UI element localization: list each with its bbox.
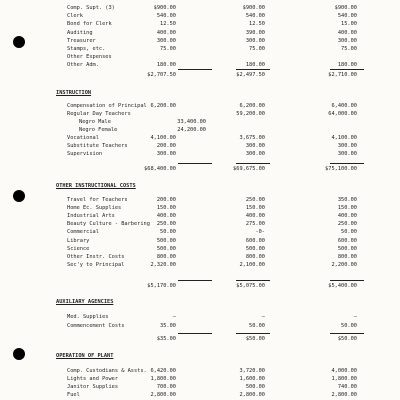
amount-col-3: 50.00	[341, 322, 357, 329]
amount-col-1: $900.00	[153, 5, 176, 11]
row-label: Science	[67, 245, 90, 252]
total-col-3: $75,100.00	[325, 166, 357, 172]
amount-col-1: 4,100.00	[150, 135, 176, 141]
amount-col-2: 1,600.00	[239, 376, 265, 382]
amount-col-2: 300.00	[245, 151, 265, 157]
amount-col-3: 800.00	[337, 253, 357, 260]
total-col-2: $2,497.50	[236, 72, 265, 78]
amount-col-2: 600.00	[245, 237, 265, 244]
amount-col-1: 150.00	[156, 205, 176, 212]
row-label: Comp. Supt. (3)	[67, 5, 115, 11]
amount-col-2: 6,200.00	[239, 103, 265, 109]
row-label: Fuel	[67, 392, 80, 398]
amount-col-1: 400.00	[156, 29, 176, 36]
subitem-amount: 24,200.00	[177, 127, 206, 133]
punch-hole	[13, 190, 25, 202]
punch-hole	[13, 36, 25, 48]
row-label: Commercial	[67, 229, 99, 236]
total-rule	[236, 163, 270, 164]
total-rule	[178, 280, 212, 281]
row-label: Negro Male	[79, 119, 111, 125]
punch-hole	[13, 348, 25, 360]
total-col-3: $2,710.00	[328, 72, 357, 78]
amount-col-3: 15.00	[341, 21, 357, 28]
row-label: Industrial Arts	[67, 213, 115, 220]
amount-col-1: 2,320.00	[150, 261, 176, 268]
amount-col-1: 6,200.00	[150, 103, 176, 109]
row-label: Travel for Teachers	[67, 197, 128, 203]
row-label: Library	[67, 237, 90, 244]
amount-col-3: 250.00	[337, 221, 357, 228]
total-rule	[178, 333, 212, 334]
amount-col-3: —	[353, 314, 357, 320]
amount-col-3: 300.00	[337, 151, 357, 157]
total-col-3: $50.00	[337, 336, 357, 342]
section-heading: AUXILIARY AGENCIES	[56, 299, 114, 305]
amount-col-1: 180.00	[156, 62, 176, 69]
amount-col-2: —	[261, 314, 265, 320]
amount-col-1: 75.00	[160, 46, 176, 52]
total-rule	[236, 69, 270, 70]
row-label: Regular Day Teachers	[67, 111, 131, 117]
amount-col-3: 300.00	[337, 37, 357, 44]
total-col-1: $35.00	[156, 336, 176, 342]
total-rule	[236, 280, 270, 281]
total-col-2: $50.00	[245, 336, 265, 342]
amount-col-2: 300.00	[245, 143, 265, 149]
amount-col-1: 300.00	[156, 37, 176, 44]
total-rule	[330, 163, 364, 164]
amount-col-2: $900.00	[242, 5, 265, 11]
total-col-3: $5,400.00	[328, 283, 357, 289]
amount-col-3: 150.00	[337, 205, 357, 212]
row-label: Commencement Costs	[67, 322, 125, 329]
row-label: Med. Supplies	[67, 314, 109, 320]
amount-col-3: 4,100.00	[331, 135, 357, 141]
amount-col-3: 64,000.00	[328, 111, 357, 117]
amount-col-1: 500.00	[156, 245, 176, 252]
amount-col-3: 75.00	[341, 46, 357, 52]
amount-col-2: 390.00	[245, 29, 265, 36]
section-heading: INSTRUCTION	[56, 90, 92, 96]
amount-col-3: 2,200.00	[331, 261, 357, 268]
amount-col-1: 2,800.00	[150, 392, 176, 398]
amount-col-1: 700.00	[156, 384, 176, 390]
amount-col-1: 800.00	[156, 253, 176, 260]
row-label: Other Adm.	[67, 62, 99, 69]
row-label: Janitor Supplies	[67, 384, 119, 390]
row-label: Auditing	[67, 29, 93, 36]
amount-col-2: -0-	[255, 229, 265, 236]
amount-col-2: 3,720.00	[239, 368, 265, 374]
amount-col-2: 275.00	[245, 221, 265, 228]
amount-col-1: 500.00	[156, 237, 176, 244]
row-label: Vocational	[67, 135, 99, 141]
subitem-amount: 33,400.00	[177, 119, 206, 125]
amount-col-2: 180.00	[245, 62, 265, 69]
amount-col-3: 2,800.00	[331, 392, 357, 398]
amount-col-3: 4,000.00	[331, 368, 357, 374]
amount-col-1: 6,420.00	[150, 368, 176, 374]
amount-col-2: 2,100.00	[239, 261, 265, 268]
amount-col-2: 12.50	[249, 21, 265, 28]
amount-col-1: 12.50	[160, 21, 176, 28]
amount-col-1: 200.00	[156, 197, 176, 203]
row-label: Supervision	[67, 151, 103, 157]
total-rule	[236, 333, 270, 334]
row-label: Other Expenses	[67, 54, 112, 61]
row-label: Substitute Teachers	[67, 143, 128, 149]
amount-col-3: 350.00	[337, 197, 357, 203]
total-col-1: $2,707.50	[147, 72, 176, 78]
total-rule	[178, 69, 212, 70]
total-rule	[178, 163, 212, 164]
amount-col-2: 75.00	[249, 46, 265, 52]
amount-col-3: 300.00	[337, 143, 357, 149]
row-label: Comp. Custodians & Assts.	[67, 368, 147, 374]
amount-col-1: 400.00	[156, 213, 176, 220]
amount-col-2: 540.00	[245, 13, 265, 20]
amount-col-3: 1,800.00	[331, 376, 357, 382]
row-label: Lights and Power	[67, 376, 119, 382]
amount-col-1: 50.00	[160, 229, 176, 236]
total-col-2: $5,075.00	[236, 283, 265, 289]
amount-col-2: 50.00	[249, 322, 265, 329]
amount-col-1: 250.00	[156, 221, 176, 228]
section-heading: OPERATION OF PLANT	[56, 353, 114, 359]
amount-col-1: —	[172, 314, 176, 320]
row-label: Bond for Clerk	[67, 21, 112, 28]
amount-col-2: 150.00	[245, 205, 265, 212]
row-label: Beauty Culture - Barbering	[67, 221, 150, 228]
row-label: Stamps, etc.	[67, 46, 106, 52]
amount-col-2: 250.00	[245, 197, 265, 203]
total-col-2: $69,675.00	[233, 166, 265, 172]
total-rule	[330, 69, 364, 70]
amount-col-2: 59,200.00	[236, 111, 265, 117]
total-rule	[330, 333, 364, 334]
amount-col-1: 540.00	[156, 13, 176, 20]
amount-col-3: 740.00	[337, 384, 357, 390]
amount-col-1: 1,800.00	[150, 376, 176, 382]
row-label: Compensation of Principal	[67, 103, 147, 109]
amount-col-2: 800.00	[245, 253, 265, 260]
row-label: Clerk	[67, 13, 83, 20]
amount-col-1: 200.00	[156, 143, 176, 149]
amount-col-3: $900.00	[334, 5, 357, 11]
amount-col-1: 35.00	[160, 322, 176, 329]
amount-col-3: 50.00	[341, 229, 357, 236]
amount-col-3: 400.00	[337, 29, 357, 36]
total-col-1: $68,400.00	[144, 166, 176, 172]
amount-col-2: 400.00	[245, 213, 265, 220]
amount-col-2: 3,675.00	[239, 135, 265, 141]
amount-col-3: 6,400.00	[331, 103, 357, 109]
amount-col-3: 180.00	[337, 62, 357, 69]
amount-col-2: 2,800.00	[239, 392, 265, 398]
total-col-1: $5,170.00	[147, 283, 176, 289]
section-heading: OTHER INSTRUCTIONAL COSTS	[56, 183, 136, 189]
amount-col-1: 300.00	[156, 151, 176, 157]
total-rule	[330, 280, 364, 281]
amount-col-2: 300.00	[245, 37, 265, 44]
row-label: Home Ec. Supplies	[67, 205, 122, 212]
amount-col-3: 500.00	[337, 245, 357, 252]
amount-col-3: 400.00	[337, 213, 357, 220]
row-label: Other Instr. Costs	[67, 253, 125, 260]
amount-col-2: 500.00	[245, 384, 265, 390]
row-label: Sec'y to Principal	[67, 261, 125, 268]
row-label: Treasurer	[67, 37, 96, 44]
amount-col-3: 540.00	[337, 13, 357, 20]
amount-col-2: 500.00	[245, 245, 265, 252]
row-label: Negro Female	[79, 127, 118, 133]
amount-col-3: 600.00	[337, 237, 357, 244]
